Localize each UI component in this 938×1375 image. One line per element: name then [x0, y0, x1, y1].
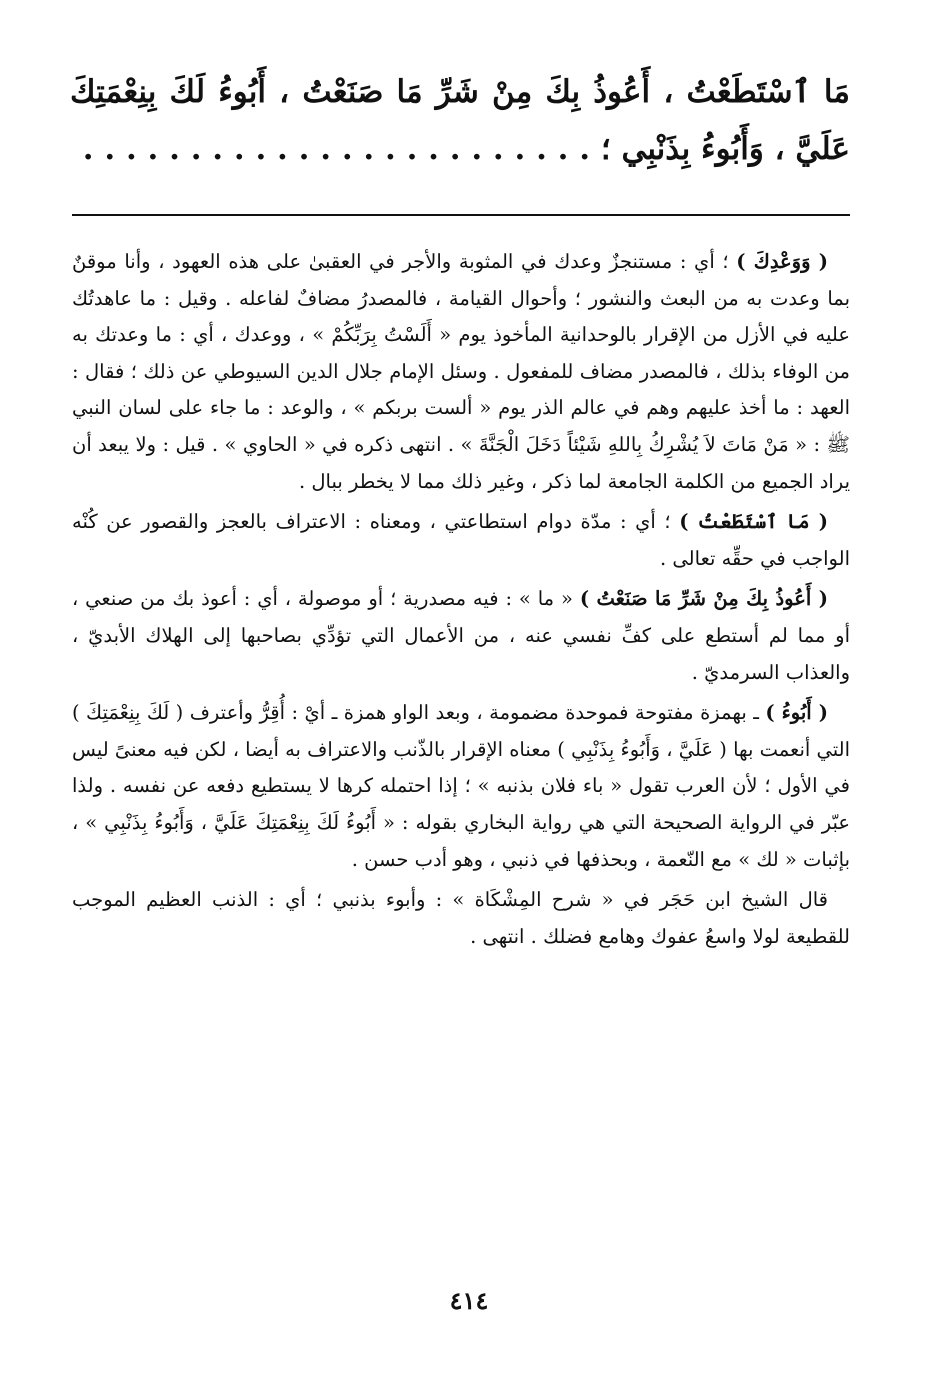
- commentary-text: « ما » : فيه مصدرية ؛ أو موصولة ، أي : أعوذ بك من صنعي ، أو مما لم أستطع على كفِّ نفسي عنه ، من الأعمال التي تؤدِّي بصاحبها إلى الهلاك الأبديّ ، والعذاب السرمديّ .: [72, 587, 850, 684]
- commentary-lemma: ( أَعُوذُ بِكَ مِنْ شَرِّ مَا صَنَعْتُ ): [579, 587, 828, 611]
- commentary-text: ؛ أي : مدّة دوام استطاعتي ، ومعناه : الاعتراف بالعجز والقصور عن كُنْه الواجب في حقِّه تعالى .: [72, 510, 850, 570]
- hadith-text-block: [70, 64, 850, 178]
- commentary-paragraph-abuu: [72, 695, 850, 878]
- commentary-text: قال الشيخ ابن حَجَر في « شرح المِشْكَاة » : وأبوء بذنبي ؛ أي : الذنب العظيم الموجب للقطيعة لولا واسعُ عفوك وهامع فضلك . انتهى .: [72, 888, 850, 948]
- commentary-lemma: ( أَبُوءُ ): [765, 701, 828, 725]
- separator-line: [72, 214, 850, 216]
- commentary-paragraph-ibn-hajar: [72, 882, 850, 955]
- commentary-lemma: ( وَوَعْدِكَ ): [736, 250, 828, 273]
- commentary-text: ؛ أي : مستنجزٌ وعدك في المثوبة والأجر في العقبىٰ على هذه العهود ، وأنا موقنٌ بما وعدت به من البعث والنشور ؛ وأحوال القيامة ، فالمصدرُ مضافٌ لفاعله . وقيل : ما عاهدتُك عليه في الأزل من الإقرار بالوحدانية المأخوذ يوم « أَلَسْتُ بِرَبِّكُمْ » ، ووعدك ، أي : ما وعدتك به من الوفاء بذلك ، فالمصدر مضاف للمفعول . وسئل الإمام جلال الدين السيوطي عن ذلك ؛ فقال : العهد : ما أخذ عليهم وهم في عالم الذر يوم « ألست بربكم » ، والوعد : ما جاء على لسان النبي ﷺ : « مَنْ مَاتَ لاَ يُشْرِكُ بِاللهِ شَيْئاً دَخَلَ الْجَنَّةَ » . انتهى ذكره في « الحاوي » . قيل : ولا يبعد أن يراد الجميع من الكلمة الجامعة لما ذكر ، وغير ذلك مما لا يخطر ببال .: [72, 250, 850, 493]
- commentary-paragraph-ma-istatat: [72, 504, 850, 577]
- commentary-text: ـ بهمزة مفتوحة فموحدة مضمومة ، وبعد الواو همزة ـ أيْ : أُقِرُّ وأعترف ( لَكَ بِنِعْمَتِكَ ) التي أنعمت بها ( عَلَيَّ ، وَأَبُوءُ بِذَنْبِي ) معناه الإقرار بالذّنب والاعتراف به أيضا ، لكن فيه معنىً ليس في الأول ؛ لأن العرب تقول « باء فلان بذنبه » ؛ إذا احتمله كرها لا يستطيع دفعه عن نفسه . ولذا عبّر في الرواية الصحيحة التي هي رواية البخاري بقوله : « أَبُوءُ لَكَ بِنِعْمَتِكَ عَلَيَّ ، وَأَبُوءُ بِذَنْبِي » ، بإثبات « لك » مع النّعمة ، وبحذفها في ذنبي ، وهو أدب حسن .: [72, 701, 850, 871]
- commentary-lemma: ( مَا ٱسْتَطَعْتُ ): [679, 510, 828, 534]
- commentary-block: [72, 244, 850, 959]
- hadith-text: مَا ٱسْتَطَعْتُ ، أَعُوذُ بِكَ مِنْ شَرِّ مَا صَنَعْتُ ، أَبُوءُ لَكَ بِنِعْمَتِكَ عَلَيَّ ، وَأَبُوءُ بِذَنْبِي ؛ . . . . . . . . . . . . . . . . . . . . . . . .: [70, 74, 850, 167]
- page-number: ٤١٤: [449, 1286, 489, 1315]
- commentary-paragraph-waadik: [72, 244, 850, 500]
- commentary-paragraph-audhu: [72, 581, 850, 691]
